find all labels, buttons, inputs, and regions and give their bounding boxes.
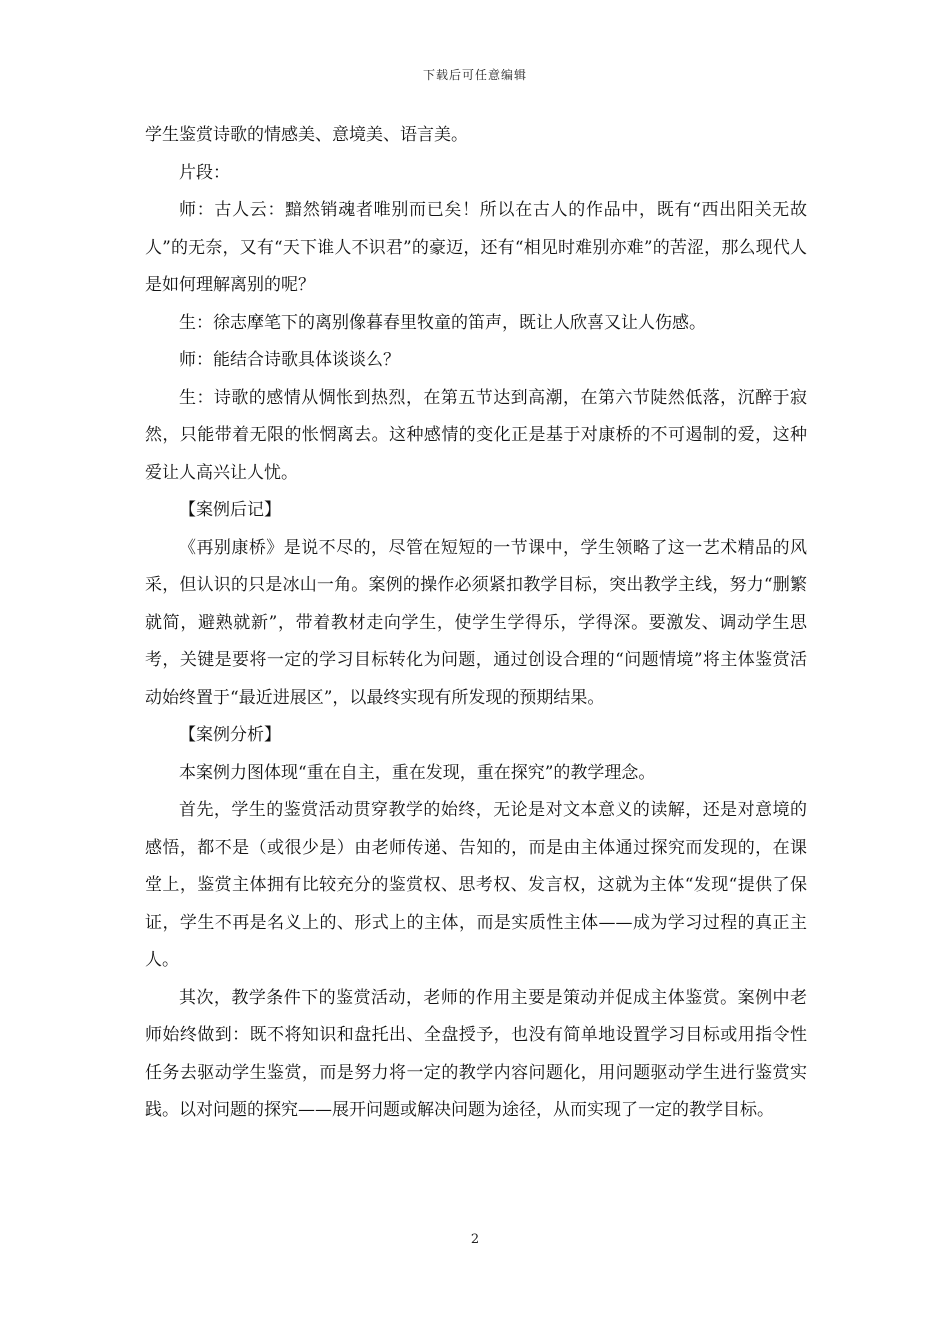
paragraph-student-2: 生：诗歌的感情从惆怅到热烈，在第五节达到高潮，在第六节陡然低落，沉醉于寂然，只能带着无限的怅惘离去。这种感情的变化正是基于对康桥的不可遏制的爱，这种爱让人高兴让人忧。: [145, 387, 807, 483]
paragraph-continuation: 学生鉴赏诗歌的情感美、意境美、语言美。: [145, 125, 468, 145]
page-header: 下载后可任意编辑: [422, 68, 527, 82]
document-body: [145, 117, 807, 1130]
paragraph-analysis-first: 首先，学生的鉴赏活动贯穿教学的始终，无论是对文本意义的读解，还是对意境的感悟，都不是（或很少是）由老师传递、告知的，而是由主体通过探究而发现的，在课堂上，鉴赏主体拥有比较充分的鉴赏权、思考权、发言权，这就为主体“发现“提供了保证，学生不再是名义上的、形式上的主体，而是实质性主体——成为学习过程的真正主人。: [145, 800, 807, 970]
paragraph-postscript: 《再别康桥》是说不尽的，尽管在短短的一节课中，学生领略了这一艺术精品的风采，但认识的只是冰山一角。案例的操作必须紧扣教学目标，突出教学主线，努力“删繁就简，避熟就新”，带着教材走向学生，使学生学得乐，学得深。要激发、调动学生思考，关键是要将一定的学习目标转化为问题，通过创设合理的“问题情境”将主体鉴赏活动始终置于“最近进展区”，以最终实现有所发现的预期结果。: [145, 537, 807, 708]
paragraph-teacher-2: 师：能结合诗歌具体谈谈么？: [179, 350, 400, 370]
section-heading-postscript: 【案例后记】: [179, 500, 281, 520]
paragraph-student-1: 生：徐志摩笔下的离别像暮春里牧童的笛声，既让人欣喜又让人伤感。: [179, 312, 706, 333]
section-heading-analysis: 【案例分析】: [179, 725, 281, 745]
paragraph-analysis-intro: 本案例力图体现“重在自主，重在发现，重在探究”的教学理念。: [179, 762, 656, 783]
paragraph-teacher-1: 师：古人云：黯然销魂者唯别而已矣！所以在古人的作品中，既有“西出阳关无故人”的无奈，又有“天下谁人不识君”的豪迈，还有“相见时难别亦难”的苦涩，那么现代人是如何理解离别的呢？: [145, 200, 807, 295]
page-number: 2: [470, 1232, 480, 1247]
paragraph-fragment-label: 片段：: [179, 162, 230, 183]
paragraph-analysis-second: 其次，教学条件下的鉴赏活动，老师的作用主要是策动并促成主体鉴赏。案例中老师始终做到：既不将知识和盘托出、全盘授予，也没有简单地设置学习目标或用指令性任务去驱动学生鉴赏，而是努力将一定的教学内容问题化，用问题驱动学生进行鉴赏实践。以对问题的探究——展开问题或解决问题为途径，从而实现了一定的教学目标。: [145, 987, 807, 1120]
